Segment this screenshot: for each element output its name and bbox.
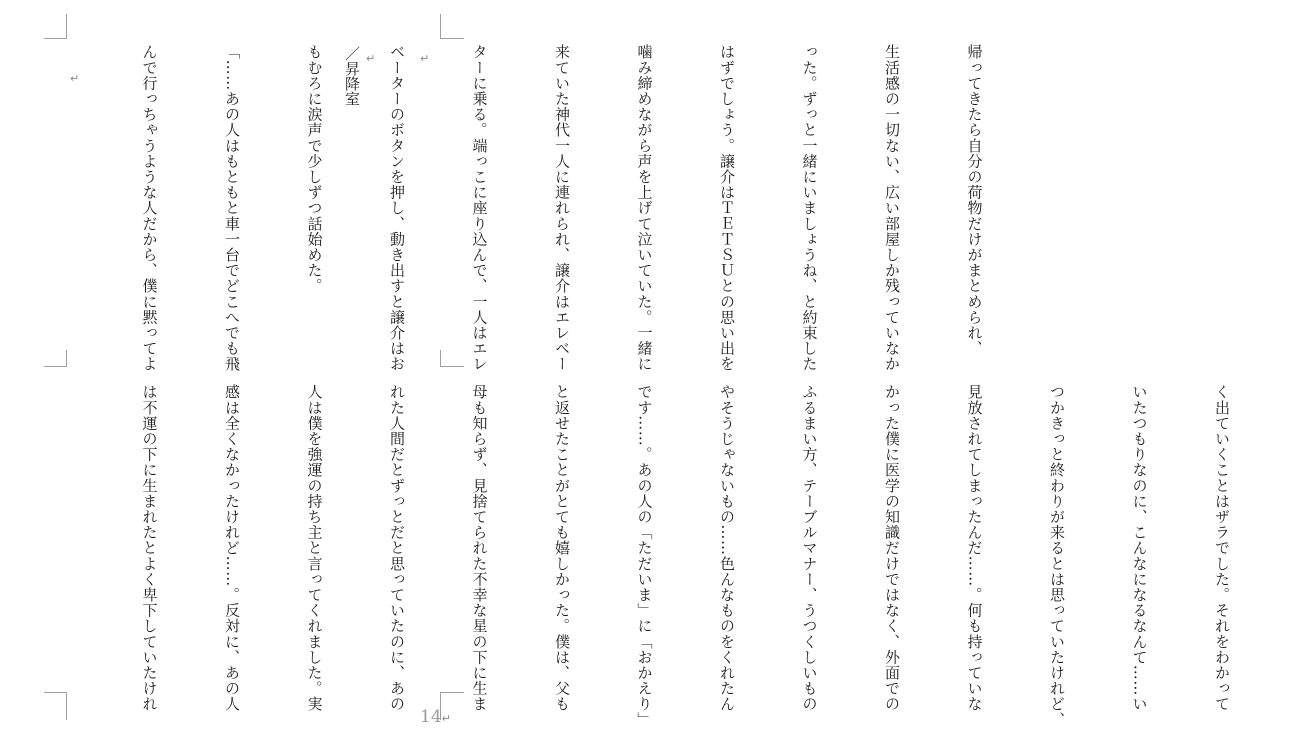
text-line: やそうじゃないもの……色んなものをくれたん bbox=[718, 384, 736, 712]
corner-mark-top-right-h bbox=[440, 38, 464, 39]
text-line: 人は僕を強運の持ち主と言ってくれました。実 bbox=[305, 384, 324, 712]
upper-text-block bbox=[80, 44, 1043, 372]
corner-mark-top-right bbox=[440, 14, 441, 38]
text-line: かった僕に医学の知識だけではなく、外面での bbox=[883, 384, 901, 712]
text-line: いたつもりなのに、こんなになるなんて……い bbox=[1130, 384, 1149, 712]
text-line: 帰ってきたら自分の荷物だけがまとめられ、 bbox=[965, 44, 984, 356]
text-line: 見放されてしまったんだ……。何も持っていな bbox=[965, 384, 984, 712]
return-mark-icon: ↵ bbox=[366, 52, 376, 65]
text-line: ターに乗る。端っこに座り込んで、一人はエレ bbox=[470, 44, 489, 372]
corner-mark-mid-right-h bbox=[440, 366, 464, 367]
section-heading: ／昇降室 bbox=[343, 46, 361, 106]
corner-mark-mid-left-h bbox=[44, 366, 67, 367]
return-mark-icon: ↵ bbox=[70, 72, 80, 85]
text-line: 生活感の一切ない、広い部屋しか残っていなか bbox=[883, 44, 901, 372]
text-line: と返せたことがとても嬉しかった。僕は、父も bbox=[553, 384, 571, 712]
text-line: つかきっと終わりが来るとは思っていたけれど、 bbox=[1048, 384, 1066, 728]
text-line: 母も知らず、見捨てられた不幸な星の下に生ま bbox=[470, 384, 489, 712]
text-line: 来ていた神代一人に連れられ、譲介はエレベー bbox=[553, 44, 571, 372]
return-mark-icon: ↵ bbox=[441, 712, 451, 725]
corner-mark-mid-left bbox=[66, 350, 67, 366]
page-number bbox=[420, 707, 451, 727]
text-line: ベーターのボタンを押し、動き出すと譲介はお bbox=[388, 44, 406, 372]
text-line: は不運の下に生まれたとよく卑下していたけれ bbox=[140, 384, 159, 712]
text-line: 「……あの人はもともと車一台でどこへでも飛 bbox=[223, 44, 241, 372]
corner-mark-bottom-left-h bbox=[44, 692, 67, 693]
page-number-value: 14 bbox=[420, 707, 442, 727]
text-line: れた人間だとずっとだと思っていたのに、あの bbox=[388, 384, 406, 712]
text-line: 感は全くなかったけれど……。反対に、あの人 bbox=[223, 384, 241, 712]
text-line: もむろに涙声で少しずつ話始めた。 bbox=[305, 44, 324, 294]
corner-mark-top-left bbox=[66, 14, 67, 38]
corner-mark-bottom-left bbox=[66, 692, 67, 720]
corner-mark-top-left-h bbox=[44, 38, 67, 39]
text-line: ふるまい方、テーブルマナー、うつくしいもの bbox=[800, 384, 819, 712]
text-line: った。ずっと一緒にいましょうね、と約束した bbox=[800, 44, 819, 372]
text-line: く出ていくことはザラでした。それをわかって bbox=[1213, 384, 1231, 712]
text-line: です……。あの人の「ただいま」に「おかえり」 bbox=[635, 384, 654, 728]
text-line: はずでしょう。譲介はＴＥＴＳＵとの思い出を bbox=[718, 44, 736, 372]
text-line: んで行っちゃうような人だから、僕に黙ってよ bbox=[140, 44, 159, 372]
text-line: 噛み締めながら声を上げて泣いていた。一緒に bbox=[635, 44, 654, 372]
return-mark-icon: ↵ bbox=[420, 52, 430, 65]
corner-mark-mid-right bbox=[440, 350, 441, 366]
